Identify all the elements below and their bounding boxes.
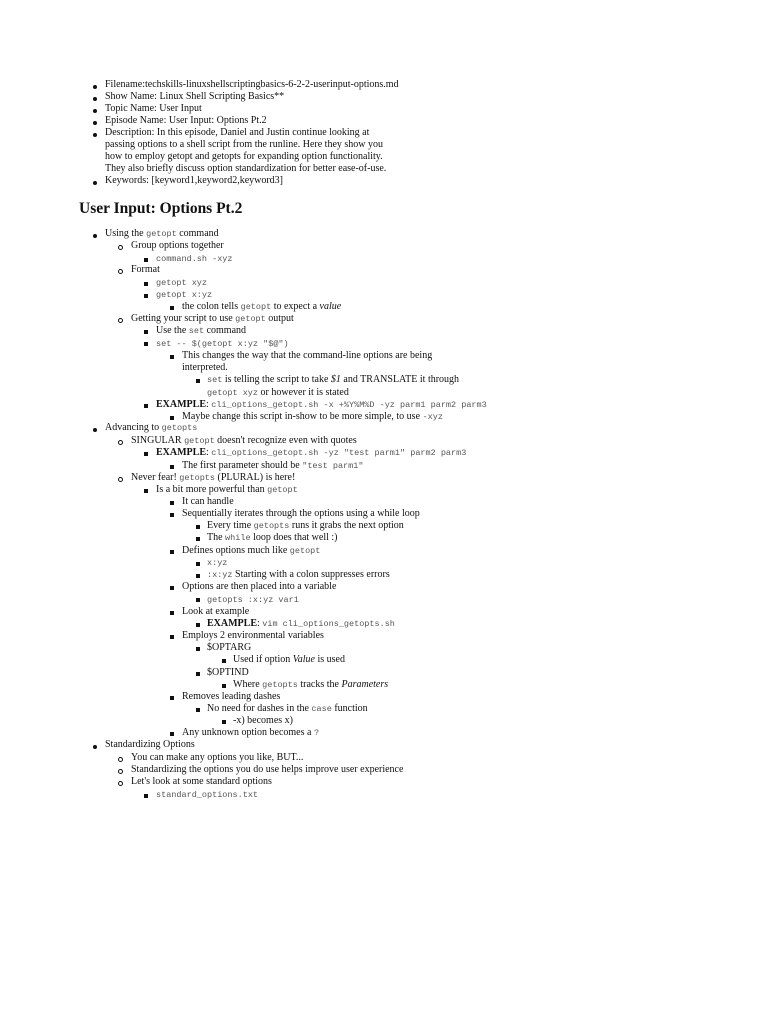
list-item: Employs 2 environmental variables <box>182 630 324 641</box>
list-item: set is telling the script to take $1 and TRANSLATE it through <box>207 374 460 385</box>
bullet-square <box>222 684 226 688</box>
bullet-square <box>170 732 174 736</box>
list-item: Maybe change this script in-show to be more simple, to use -xyz <box>182 411 443 422</box>
list-item: Is a bit more powerful than getopt <box>156 484 298 495</box>
list-item: This changes the way that the command-line options are being <box>182 350 433 361</box>
meta-description-line: Description: In this episode, Daniel and Justin continue looking at <box>105 127 370 138</box>
bullet-square <box>196 537 200 541</box>
bullet-square <box>144 404 148 408</box>
page-title: User Input: Options Pt.2 <box>79 200 243 217</box>
meta-description-line: They also briefly discuss option standardization for better ease-of-use. <box>105 163 387 174</box>
list-item: Standardizing the options you do use helps improve user experience <box>131 764 404 775</box>
list-item: Where getopts tracks the Parameters <box>233 679 389 690</box>
list-item: Group options together <box>131 240 224 251</box>
bullet-circle <box>118 477 123 482</box>
bullet-circle <box>118 781 123 786</box>
meta-description-line: passing options to a shell script from the runline. Here they show you <box>105 139 384 150</box>
list-item: Standardizing Options <box>105 739 195 750</box>
list-item: Used if option Value is used <box>233 654 345 665</box>
meta-show-name: Show Name: Linux Shell Scripting Basics** <box>105 91 285 102</box>
bullet-disc <box>93 133 97 137</box>
list-item: $OPTARG <box>207 642 252 653</box>
bullet-square <box>144 342 148 346</box>
bullet-circle <box>118 440 123 445</box>
bullet-disc <box>93 121 97 125</box>
code-snippet: getopts :x:yz var1 <box>207 595 299 605</box>
list-item: Removes leading dashes <box>182 691 281 702</box>
code-snippet: set -- $(getopt x:yz "$@") <box>156 339 289 349</box>
list-item: The while loop does that well :) <box>207 532 338 543</box>
list-item: Any unknown option becomes a ? <box>182 727 320 738</box>
list-item: the colon tells getopt to expect a value <box>182 301 342 312</box>
bullet-square <box>144 452 148 456</box>
bullet-square <box>170 635 174 639</box>
list-item: Getting your script to use getopt output <box>131 313 294 324</box>
bullet-square <box>196 525 200 529</box>
bullet-square <box>196 574 200 578</box>
list-item: EXAMPLE: cli_options_getopt.sh -x +%Y%M%D -yz parm1 parm2 parm3 <box>156 399 487 410</box>
list-item: Every time getopts runs it grabs the next option <box>207 520 404 531</box>
meta-episode-name: Episode Name: User Input: Options Pt.2 <box>105 115 267 126</box>
bullet-square <box>170 355 174 359</box>
list-item: The first parameter should be "test parm1" <box>182 460 364 471</box>
list-item: Format <box>131 264 160 275</box>
list-item: No need for dashes in the case function <box>207 703 368 714</box>
bullet-square <box>196 598 200 602</box>
bullet-square <box>222 659 226 663</box>
bullet-square <box>170 465 174 469</box>
code-snippet: x:yz <box>207 558 228 568</box>
bullet-square <box>170 696 174 700</box>
bullet-circle <box>118 769 123 774</box>
bullet-square <box>144 282 148 286</box>
meta-keywords: Keywords: [keyword1,keyword2,keyword3] <box>105 175 284 186</box>
code-snippet: getopt x:yz <box>156 290 213 300</box>
list-item: SINGULAR getopt doesn't recognize even with quotes <box>131 435 357 446</box>
bullet-disc <box>93 97 97 101</box>
bullet-square <box>196 562 200 566</box>
bullet-square <box>144 794 148 798</box>
bullet-disc <box>93 234 97 238</box>
meta-topic-name: Topic Name: User Input <box>105 103 202 114</box>
bullet-square <box>170 416 174 420</box>
list-item: Look at example <box>182 606 250 617</box>
bullet-square <box>170 550 174 554</box>
bullet-square <box>222 720 226 724</box>
bullet-square <box>196 672 200 676</box>
bullet-disc <box>93 85 97 89</box>
list-item: Let's look at some standard options <box>131 776 272 787</box>
meta-filename: Filename:techskills-linuxshellscriptingbasics-6-2-2-userinput-options.md <box>105 79 399 90</box>
list-item: EXAMPLE: vim cli_options_getopts.sh <box>207 618 395 629</box>
list-item: Use the set command <box>156 325 247 336</box>
bullet-square <box>196 708 200 712</box>
list-item: :x:yz Starting with a colon suppresses errors <box>207 569 390 580</box>
list-item: EXAMPLE: cli_options_getopt.sh -yz "test parm1" parm2 parm3 <box>156 447 467 458</box>
bullet-disc <box>93 109 97 113</box>
bullet-square <box>170 586 174 590</box>
bullet-circle <box>118 757 123 762</box>
list-item: You can make any options you like, BUT... <box>131 752 304 763</box>
list-item: Sequentially iterates through the options using a while loop <box>182 508 420 519</box>
code-snippet: getopt xyz <box>156 278 208 288</box>
list-item: Defines options much like getopt <box>182 545 321 556</box>
code-snippet: standard_options.txt <box>156 790 259 800</box>
bullet-square <box>196 647 200 651</box>
bullet-square <box>170 611 174 615</box>
bullet-square <box>196 623 200 627</box>
list-item: Using the getopt command <box>105 228 219 239</box>
bullet-square <box>170 501 174 505</box>
bullet-disc <box>93 428 97 432</box>
bullet-disc <box>93 745 97 749</box>
bullet-square <box>144 489 148 493</box>
bullet-square <box>170 306 174 310</box>
bullet-circle <box>118 245 123 250</box>
list-item: Advancing to getopts <box>105 422 198 433</box>
bullet-circle <box>118 318 123 323</box>
list-item: $OPTIND <box>207 667 249 678</box>
list-item: It can handle <box>182 496 234 507</box>
meta-description-line: how to employ getopt and getopts for expanding option functionality. <box>105 151 383 162</box>
bullet-square <box>144 294 148 298</box>
list-item: Options are then placed into a variable <box>182 581 337 592</box>
list-item: -x) becomes x) <box>233 715 293 726</box>
list-item: getopt xyz or however it is stated <box>207 387 349 398</box>
list-item: Never fear! getopts (PLURAL) is here! <box>131 472 296 483</box>
bullet-square <box>170 513 174 517</box>
bullet-square <box>196 379 200 383</box>
bullet-circle <box>118 269 123 274</box>
list-item: interpreted. <box>182 362 228 373</box>
bullet-square <box>144 258 148 262</box>
bullet-square <box>144 330 148 334</box>
code-snippet: command.sh -xyz <box>156 254 233 264</box>
bullet-disc <box>93 181 97 185</box>
